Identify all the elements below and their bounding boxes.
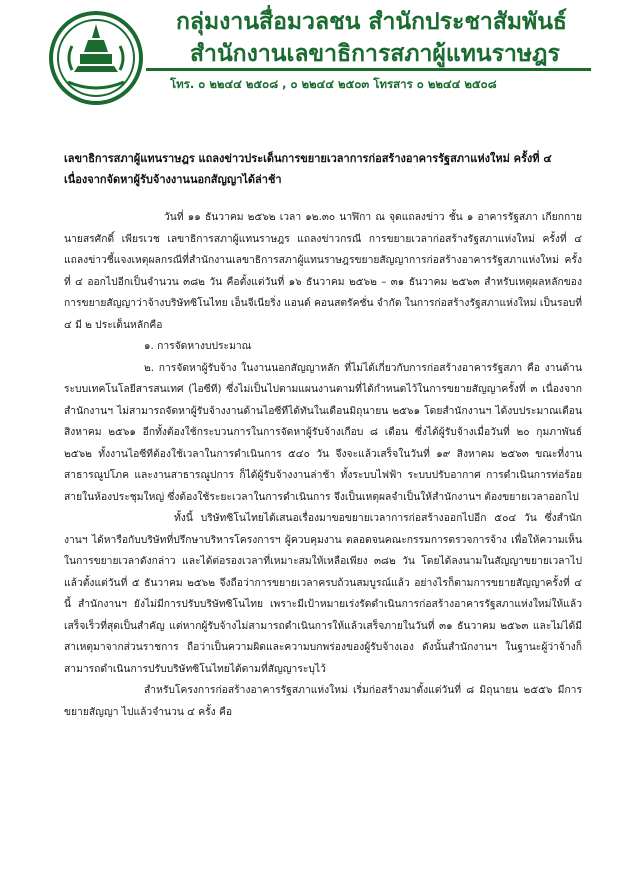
org-name-line2: สำนักงานเลขาธิการสภาผู้แทนราษฎร bbox=[190, 41, 560, 67]
press-release-body bbox=[64, 207, 582, 723]
paragraph: สำหรับโครงการก่อสร้างอาคารรัฐสภาแห่งใหม่ เริ่มก่อสร้างมาตั้งแต่วันที่ ๘ มิถุนายน ๒๕๕๖ มีการขยายสัญญา ไปแล้วจำนวน ๔ ครั้ง คือ bbox=[64, 684, 582, 718]
contact-info: โทร. ๐ ๒๒๔๔ ๒๕๐๘ , ๐ ๒๒๔๔ ๒๕๐๓ โทรสาร ๐ ๒๒๔๔ ๒๕๐๘ bbox=[170, 77, 497, 91]
letterhead bbox=[0, 0, 629, 105]
parliament-seal-icon bbox=[48, 10, 144, 106]
press-release-title: เลขาธิการสภาผู้แทนราษฎร แถลงข่าวประเด็นการขยายเวลาการก่อสร้างอาคารรัฐสภาแห่งใหม่ ครั้งที่ ๔ เนื่องจากจัดหาผู้รับจ้างงานนอกสัญญาได้ล่าช้า bbox=[64, 152, 552, 186]
paragraph: วันที่ ๑๑ ธันวาคม ๒๕๖๒ เวลา ๑๒.๓๐ นาฬิกา ณ จุดแถลงข่าว ชั้น ๑ อาคารรัฐสภา เกียกกาย นายสรศักดิ์ เพียรเวช เลขาธิการสภาผู้แทนราษฎร แถลงข่าวกรณี การขยายเวลาก่อสร้างรัฐสภาแห่งใหม่ ครั้งที่ ๔ แถลงข่าวชี้แจงเหตุผลกรณีที่สำนักงานเลขาธิการสภาผู้แทนราษฎรขยายสัญญาการก่อสร้างอาคารรัฐสภาแห่งใหม่ ครั้งที่ ๔ ออกไปอีกเป็นจำนวน ๓๘๒ วัน คือตั้งแต่วันที่ ๑๖ ธันวาคม ๒๕๖๒ – ๓๑ ธันวาคม ๒๕๖๓ สำหรับเหตุผลหลักของการขยายสัญญาว่าจ้างบริษัทซิโนไทย เอ็นจีเนียริ่ง แอนด์ คอนสตรัคชั่น จำกัด ในการก่อสร้างรัฐสภาแห่งใหม่ เป็นรอบที่ ๔ มี ๒ ประเด็นหลักคือ bbox=[64, 211, 582, 331]
paragraph: ทั้งนี้ บริษัทซิโนไทยได้เสนอเรื่องมาขอขยายเวลาการก่อสร้างออกไปอีก ๕๐๔ วัน ซึ่งสำนักงานฯ ได้หารือกับบริษัทที่ปรึกษาบริหารโครงการฯ ผู้ควบคุมงาน ตลอดจนคณะกรรมการตรวจการจ้าง เพื่อให้ความเห็นในการขยายเวลาดังกล่าว และได้ต่อรองเวลาที่เหมาะสมให้เหลือเพียง ๓๘๒ วัน โดยได้ลงนามในสัญญาขยายเวลาไปแล้วตั้งแต่วันที่ ๕ ธันวาคม ๒๕๖๒ จึงถือว่าการขยายเวลาครบถ้วนสมบูรณ์แล้ว อย่างไรก็ตามการขยายสัญญาครั้งที่ ๔ นี้ สำนักงานฯ ยังไม่มีการปรับบริษัทซิโนไทย เพราะมีเป้าหมายเร่งรัดดำเนินการก่อสร้างอาคารรัฐสภาแห่งใหม่ให้แล้วเสร็จเร็วที่สุดเป็นสำคัญ แต่หากผู้รับจ้างไม่สามารถดำเนินการให้แล้วเสร็จภายในวันที่ ๓๑ ธันวาคม ๒๕๖๓ และไม่ได้มีสาเหตุมาจากส่วนราชการ ถือว่าเป็นความผิดและความบกพร่องของผู้รับจ้างเอง ดังนั้นสำนักงานฯ ในฐานะผู้ว่าจ้างก็สามารถดำเนินการปรับบริษัทซิโนไทยได้ตามที่สัญญาระบุไว้ bbox=[64, 512, 582, 675]
paragraph: ๑. การจัดหางบประมาณ bbox=[144, 340, 252, 352]
paragraph: ๒. การจัดหาผู้รับจ้าง ในงานนอกสัญญาหลัก ที่ไม่ได้เกี่ยวกับการก่อสร้างอาคารรัฐสภา คือ งานด้านระบบเทคโนโลยีสารสนเทศ (ไอซีที) ซึ่งไม่เป็นไปตามแผนงานตามที่ได้กำหนดไว้ในการขยายสัญญาครั้งที่ ๓ เนื่องจาก สำนักงานฯ ไม่สามารถจัดหาผู้รับจ้างงานด้านไอซีทีได้ทันในเดือนมิถุนายน ๒๕๖๑ โดยสำนักงานฯ ได้งบประมาณเดือนสิงหาคม ๒๕๖๑ อีกทั้งต้องใช้กระบวนการในการจัดหาผู้รับจ้างเกือบ ๘ เดือน ซึ่งได้ผู้รับจ้างเมื่อวันที่ ๒๐ กุมภาพันธ์ ๒๕๖๒ ทั้งงานไอซีทีต้องใช้เวลาในการดำเนินการ ๕๔๐ วัน จึงจะแล้วเสร็จในวันที่ ๑๙ สิงหาคม ๒๕๖๓ ขณะที่งานสาธารณูปโภค และงานสาธารณูปการ ก็ได้ผู้รับจ้างงานล่าช้า ทั้งระบบไฟฟ้า ระบบปรับอากาศ การดำเนินการท่อร้อยสายในห้องประชุมใหญ่ ซึ่งต้องใช้ระยะเวลาในการดำเนินการ จึงเป็นเหตุผลจำเป็นให้สำนักงานฯ ต้องขยายเวลาออกไป bbox=[64, 361, 582, 503]
org-name-line1: กลุ่มงานสื่อมวลชน สำนักประชาสัมพันธ์ bbox=[176, 9, 567, 35]
